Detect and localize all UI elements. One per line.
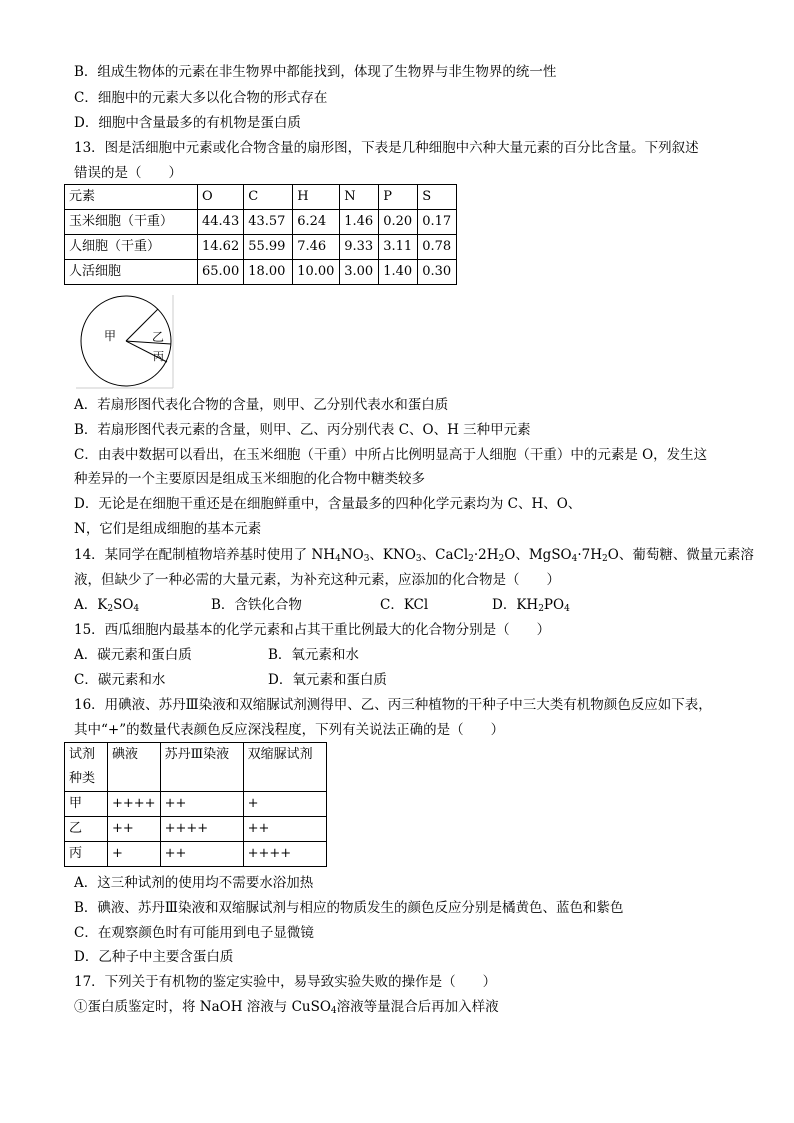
question-16-stem-cont: 其中“+”的数量代表颜色反应深浅程度，下列有关说法正确的是（ ） — [74, 722, 505, 738]
pie-chart — [76, 295, 176, 390]
table-cell: + — [243, 792, 326, 817]
table-cell: 双缩脲试剂 — [243, 743, 326, 792]
table-cell: ++++ — [108, 792, 161, 817]
question-14-stem-cont: 液，但缺少了一种必需的大量元素，为补充这种元素，应添加的化合物是（ ） — [74, 572, 560, 588]
table-cell: 10.00 — [293, 260, 340, 285]
question-13-stem-cont: 错误的是（ ） — [74, 165, 182, 181]
table-cell: 43.57 — [244, 210, 293, 235]
option-13A: A．若扇形图代表化合物的含量，则甲、乙分别代表水和蛋白质 — [74, 397, 449, 413]
table-cell: 18.00 — [244, 260, 293, 285]
table-cell: 甲 — [65, 792, 108, 817]
option-16B: B．碘液、苏丹Ⅲ染液和双缩脲试剂与相应的物质发生的颜色反应分别是橘黄色、蓝色和紫色 — [74, 900, 624, 916]
option-13B: B．若扇形图代表元素的含量，则甲、乙、丙分别代表 C、O、H 三种甲元素 — [74, 422, 531, 438]
table-cell: ++++ — [160, 817, 243, 842]
table-cell: 55.99 — [244, 235, 293, 260]
option-13D: D．无论是在细胞干重还是在细胞鲜重中，含量最多的四种化学元素均为 C、H、O、 — [74, 496, 582, 512]
pie-label-yi: 乙 — [152, 330, 165, 344]
option-13D-cont: N，它们是组成细胞的基本元素 — [74, 521, 262, 537]
table-cell: O — [198, 185, 244, 210]
table-cell: 人活细胞 — [65, 260, 198, 285]
table-cell: 碘液 — [108, 743, 161, 792]
option-12C: C．细胞中的元素大多以化合物的形式存在 — [74, 90, 328, 106]
pie-label-jia: 甲 — [104, 329, 117, 343]
table-cell: 0.78 — [418, 235, 457, 260]
table-cell: 14.62 — [198, 235, 244, 260]
table-cell: ++++ — [243, 842, 326, 867]
option-13C: C．由表中数据可以看出，在玉米细胞（干重）中所占比例明显高于人细胞（干重）中的元素是 O，发生这 — [74, 447, 708, 463]
option-14C: C．KCl — [380, 597, 429, 613]
table-cell: 3.00 — [340, 260, 379, 285]
table-cell: ++ — [243, 817, 326, 842]
pie-label-bing: 丙 — [153, 350, 164, 363]
table-cell: ++ — [160, 792, 243, 817]
option-14A: A．$K_2SO_4$ — [74, 597, 140, 614]
option-16C: C．在观察颜色时有可能用到电子显微镜 — [74, 925, 314, 941]
question-14-stem: 14．某同学在配制植物培养基时使用了 $NH_4NO_3$、$KNO_3$、$CaCl_2\cdot 2H_2O$、$MgSO_4\cdot 7H_2O$、葡萄糖、微量元素溶 — [74, 547, 754, 564]
option-15C: C．碳元素和水 — [74, 672, 166, 688]
table-cell: C — [244, 185, 293, 210]
table-cell: 0.30 — [418, 260, 457, 285]
table-cell: 65.00 — [198, 260, 244, 285]
table-cell: 玉米细胞（干重） — [65, 210, 198, 235]
table-cell: 试剂 种类 — [65, 743, 108, 792]
table-cell: ++ — [160, 842, 243, 867]
reagent-table — [64, 742, 327, 867]
table-cell: P — [379, 185, 418, 210]
option-16A: A．这三种试剂的使用均不需要水浴加热 — [74, 875, 314, 891]
table-cell: 1.46 — [340, 210, 379, 235]
option-15A: A．碳元素和蛋白质 — [74, 647, 192, 663]
table-cell: 7.46 — [293, 235, 340, 260]
table-cell: 乙 — [65, 817, 108, 842]
table-cell: 元素 — [65, 185, 198, 210]
table-cell: 44.43 — [198, 210, 244, 235]
option-13C-cont: 种差异的一个主要原因是组成玉米细胞的化合物中糖类较多 — [74, 471, 425, 487]
question-13-stem: 13．图是活细胞中元素或化合物含量的扇形图，下表是几种细胞中六种大量元素的百分比含量。下列叙述 — [74, 140, 699, 156]
table-cell: N — [340, 185, 379, 210]
question-16-stem: 16．用碘液、苏丹Ⅲ染液和双缩脲试剂测得甲、乙、丙三种植物的干种子中三大类有机物颜色反应如下表， — [74, 697, 712, 713]
table-cell: 0.17 — [418, 210, 457, 235]
table-cell: H — [293, 185, 340, 210]
table-cell: 1.40 — [379, 260, 418, 285]
table-cell: 9.33 — [340, 235, 379, 260]
table-row — [65, 260, 457, 285]
table-cell: ++ — [108, 817, 161, 842]
table-cell: 6.24 — [293, 210, 340, 235]
table-cell: 0.20 — [379, 210, 418, 235]
question-15-stem: 15．西瓜细胞内最基本的化学元素和占其干重比例最大的化合物分别是（ ） — [74, 622, 551, 638]
table-row — [65, 792, 327, 817]
question-17-stem: 17．下列关于有机物的鉴定实验中，易导致实验失败的操作是（ ） — [74, 974, 497, 990]
option-14B: B．含铁化合物 — [211, 597, 302, 613]
table-row — [65, 210, 457, 235]
option-14D: D．$KH_2PO_4$ — [492, 597, 570, 614]
table-cell: + — [108, 842, 161, 867]
option-15D: D．氧元素和蛋白质 — [268, 672, 387, 688]
table-row — [65, 235, 457, 260]
table-cell: 3.11 — [379, 235, 418, 260]
pie-slice-boundary — [126, 341, 171, 344]
option-15B: B．氧元素和水 — [268, 647, 359, 663]
question-17-item-1: ①蛋白质鉴定时，将 NaOH 溶液与 CuSO$_4$溶液等量混合后再加入样液 — [74, 999, 499, 1016]
table-header-row — [65, 185, 457, 210]
table-row — [65, 842, 327, 867]
table-cell: 人细胞（干重） — [65, 235, 198, 260]
table-cell: 丙 — [65, 842, 108, 867]
element-table — [64, 184, 457, 285]
option-16D: D．乙种子中主要含蛋白质 — [74, 949, 234, 965]
option-12B: B．组成生物体的元素在非生物界中都能找到，体现了生物界与非生物界的统一性 — [74, 64, 557, 80]
table-header-row — [65, 743, 327, 792]
table-cell: 苏丹Ⅲ染液 — [160, 743, 243, 792]
table-cell: S — [418, 185, 457, 210]
table-row — [65, 817, 327, 842]
option-12D: D．细胞中含量最多的有机物是蛋白质 — [74, 115, 301, 131]
